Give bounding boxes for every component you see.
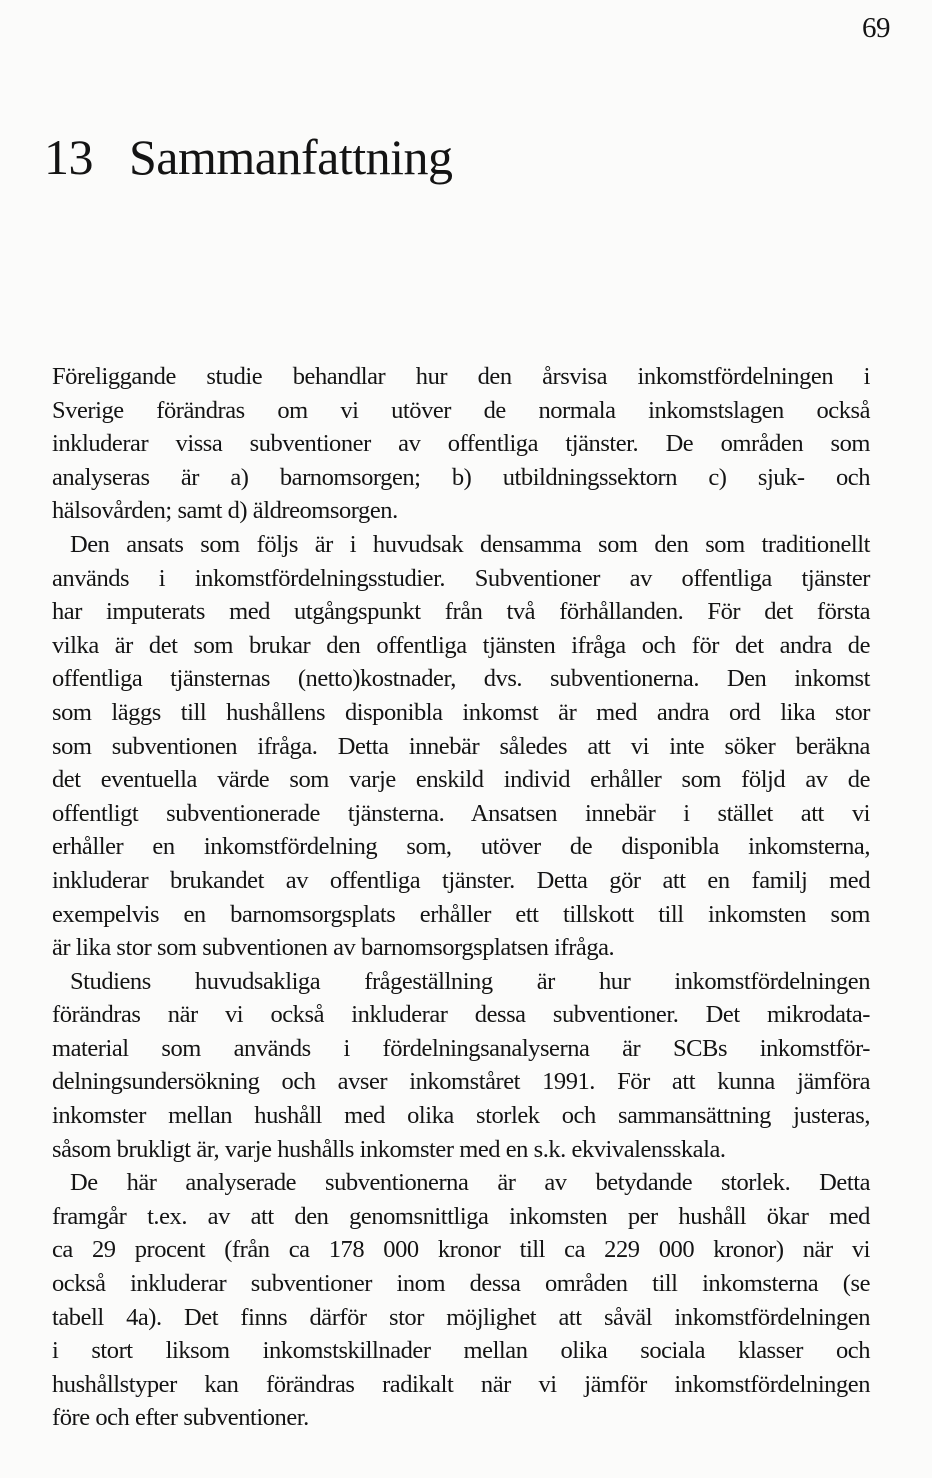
text-line: hushållstyper kan förändras radikalt när vi jämför inkomstfördelningen: [52, 1370, 870, 1398]
paragraph-1: [52, 360, 870, 528]
chapter-heading: [44, 128, 453, 186]
text-line: analyseras är a) barnomsorgen; b) utbildningssektorn c) sjuk- och: [52, 463, 870, 491]
text-line: som läggs till hushållens disponibla inkomst är med andra ord lika stor: [52, 698, 870, 726]
text-line: exempelvis en barnomsorgsplats erhåller ett tillskott till inkomsten som: [52, 900, 870, 928]
text-line: inkomster mellan hushåll med olika storlek och sammansättning justeras,: [52, 1102, 870, 1130]
text-line: vilka är det som brukar den offentliga tjänsten ifråga och för det andra de: [52, 631, 870, 659]
text-line: inkluderar vissa subventioner av offentliga tjänster. De områden som: [52, 430, 870, 458]
paragraph-3: [52, 965, 870, 1167]
text-line: i stort liksom inkomstskillnader mellan olika sociala klasser och: [52, 1337, 870, 1365]
text-line: som subventionen ifråga. Detta innebär således att vi inte söker beräkna: [52, 732, 870, 760]
text-line: såsom brukligt är, varje hushålls inkomster med en s.k. ekvivalensskala.: [52, 1135, 726, 1163]
text-line: har imputerats med utgångspunkt från två förhållanden. För det första: [52, 598, 870, 626]
text-line: delningsundersökning och avser inkomståret 1991. För att kunna jämföra: [52, 1068, 870, 1096]
text-line: också inkluderar subventioner inom dessa områden till inkomsterna (se: [52, 1270, 870, 1298]
text-line: Studiens huvudsakliga frågeställning är hur inkomstfördelningen: [70, 967, 870, 995]
text-line: inkluderar brukandet av offentliga tjänster. Detta gör att en familj med: [52, 866, 870, 894]
text-line: framgår t.ex. av att den genomsnittliga inkomsten per hushåll ökar med: [52, 1202, 870, 1230]
text-line: erhåller en inkomstfördelning som, utöver de disponibla inkomsterna,: [52, 833, 870, 861]
text-line: används i inkomstfördelningsstudier. Subventioner av offentliga tjänster: [52, 564, 870, 592]
chapter-number: 13: [44, 129, 93, 185]
text-line: material som används i fördelningsanalyserna är SCBs inkomstför-: [52, 1034, 870, 1062]
text-line: det eventuella värde som varje enskild individ erhåller som följd av de: [52, 766, 870, 794]
text-line: ca 29 procent (från ca 178 000 kronor till ca 229 000 kronor) när vi: [52, 1236, 870, 1264]
body-text: [52, 360, 870, 1435]
text-line: hälsovården; samt d) äldreomsorgen.: [52, 497, 398, 525]
text-line: offentliga tjänsternas (netto)kostnader, dvs. subventionerna. Den inkomst: [52, 665, 870, 693]
paragraph-2: [52, 528, 870, 965]
page-number: 69: [862, 12, 890, 44]
text-line: offentligt subventionerade tjänsterna. Ansatsen innebär i stället att vi: [52, 799, 870, 827]
text-line: Den ansats som följs är i huvudsak densamma som den som traditionellt: [70, 530, 870, 558]
text-line: förändras när vi också inkluderar dessa subventioner. Det mikrodata-: [52, 1001, 870, 1029]
chapter-title: Sammanfattning: [129, 129, 453, 185]
text-line: är lika stor som subventionen av barnomsorgsplatsen ifråga.: [52, 934, 615, 962]
paragraph-4: [52, 1166, 870, 1435]
text-line: Sverige förändras om vi utöver de normala inkomstslagen också: [52, 396, 870, 424]
text-line: före och efter subventioner.: [52, 1404, 309, 1432]
text-line: tabell 4a). Det finns därför stor möjlighet att såväl inkomstfördelningen: [52, 1303, 870, 1331]
text-line: Föreliggande studie behandlar hur den årsvisa inkomstfördelningen i: [52, 363, 870, 390]
text-line: De här analyserade subventionerna är av betydande storlek. Detta: [70, 1169, 870, 1197]
